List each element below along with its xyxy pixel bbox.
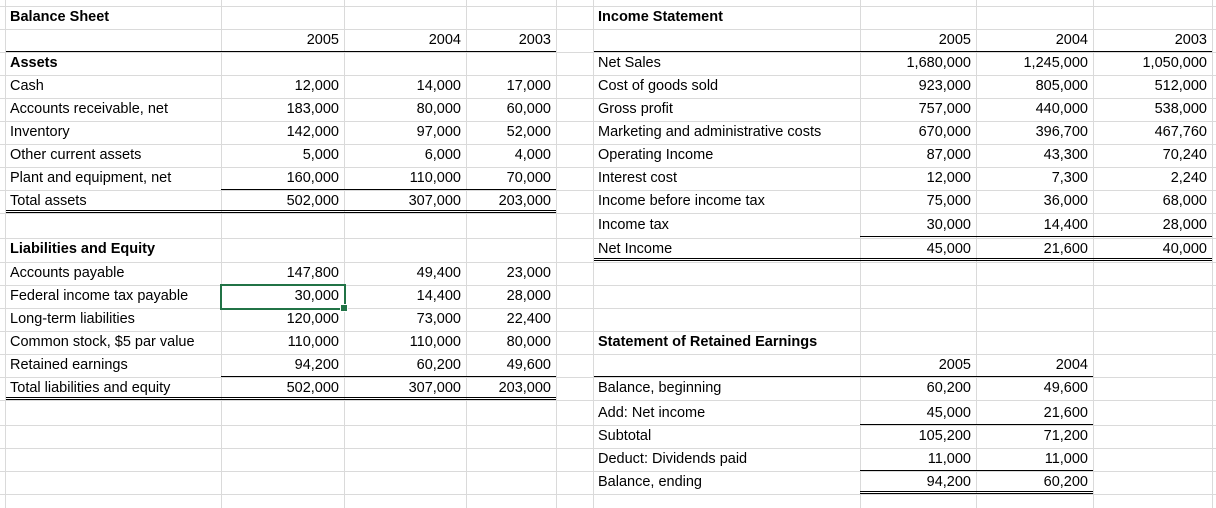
bs-total-label[interactable]: Total assets: [6, 190, 221, 213]
is-value[interactable]: 70,240: [1162, 147, 1207, 163]
bs-total-value[interactable]: 203,000: [466, 377, 556, 400]
is-row-label[interactable]: Interest cost: [598, 170, 677, 186]
bs-value[interactable]: 80,000: [506, 334, 551, 350]
re-row-label[interactable]: Subtotal: [598, 428, 652, 444]
bs-value[interactable]: 110,000: [409, 334, 461, 350]
bs-year-header[interactable]: 2004: [344, 29, 466, 52]
is-year-header[interactable]: 2005: [860, 29, 976, 52]
bs-value[interactable]: 160,000: [221, 167, 344, 190]
bs-total-value[interactable]: 307,000: [344, 377, 466, 400]
is-value[interactable]: 30,000: [860, 214, 976, 237]
is-row-label[interactable]: Marketing and administrative costs: [598, 124, 822, 140]
is-row-label[interactable]: Cost of goods sold: [598, 78, 719, 94]
bs-row-label[interactable]: Cash: [10, 78, 44, 94]
is-row-label[interactable]: Net Sales: [598, 55, 661, 71]
re-value[interactable]: 11,000: [860, 448, 976, 471]
bs-value[interactable]: 28,000: [506, 288, 551, 304]
re-value[interactable]: 45,000: [860, 402, 976, 425]
bs-header-underline: [6, 29, 221, 52]
bs-value[interactable]: 60,200: [344, 354, 466, 377]
bs-value[interactable]: 110,000: [344, 167, 466, 190]
is-value[interactable]: 87,000: [926, 147, 971, 163]
is-total-value[interactable]: 21,600: [976, 238, 1093, 261]
re-value[interactable]: 60,200: [926, 380, 971, 396]
bs-row-label[interactable]: Other current assets: [10, 147, 142, 163]
bs-row-label[interactable]: Federal income tax payable: [10, 288, 189, 304]
bs-value-selected[interactable]: 30,000: [294, 288, 339, 304]
bs-value[interactable]: 14,000: [416, 78, 461, 94]
bs-value[interactable]: 110,000: [287, 334, 339, 350]
is-value[interactable]: 1,680,000: [906, 55, 971, 71]
is-value[interactable]: 12,000: [926, 170, 971, 186]
re-year-header[interactable]: 2004: [976, 354, 1093, 377]
fill-handle[interactable]: [340, 304, 348, 312]
re-total-value[interactable]: 60,200: [976, 471, 1093, 494]
retained-earnings-title[interactable]: Statement of Retained Earnings: [598, 334, 818, 350]
is-year-header[interactable]: 2003: [1093, 29, 1212, 52]
bs-value[interactable]: 183,000: [286, 101, 339, 117]
is-value[interactable]: 75,000: [926, 193, 971, 209]
is-row-label[interactable]: Income tax: [598, 217, 669, 233]
bs-total-label[interactable]: Total liabilities and equity: [6, 377, 221, 400]
is-value[interactable]: 670,000: [918, 124, 971, 140]
bs-value[interactable]: 60,000: [506, 101, 551, 117]
bs-value[interactable]: 97,000: [416, 124, 461, 140]
is-value[interactable]: 538,000: [1154, 101, 1207, 117]
bs-value[interactable]: 52,000: [506, 124, 551, 140]
liabilities-heading[interactable]: Liabilities and Equity: [10, 241, 156, 257]
is-value[interactable]: 1,245,000: [1023, 55, 1088, 71]
is-value[interactable]: 757,000: [918, 101, 971, 117]
bs-total-value[interactable]: 502,000: [221, 377, 344, 400]
re-row-label[interactable]: Balance, ending: [598, 474, 702, 490]
is-header-underline: [594, 29, 860, 52]
bs-row-label[interactable]: Retained earnings: [10, 357, 128, 373]
is-value[interactable]: 43,300: [1043, 147, 1088, 163]
re-value[interactable]: 71,200: [1043, 428, 1088, 444]
is-value[interactable]: 396,700: [1035, 124, 1088, 140]
bs-value[interactable]: 94,200: [221, 354, 344, 377]
bs-value[interactable]: 49,600: [466, 354, 556, 377]
bs-row-label[interactable]: Inventory: [10, 124, 70, 140]
is-value[interactable]: 2,240: [1170, 170, 1207, 186]
is-value[interactable]: 7,300: [1051, 170, 1088, 186]
bs-value[interactable]: 73,000: [416, 311, 461, 327]
bs-value[interactable]: 6,000: [424, 147, 461, 163]
bs-value[interactable]: 49,400: [416, 265, 461, 281]
bs-value[interactable]: 22,400: [506, 311, 551, 327]
is-value[interactable]: 28,000: [1093, 214, 1212, 237]
re-value[interactable]: 105,200: [918, 428, 971, 444]
re-total-value[interactable]: 94,200: [860, 471, 976, 494]
bs-row-label[interactable]: Accounts payable: [10, 265, 125, 281]
re-header-underline: [594, 354, 860, 377]
re-value[interactable]: 11,000: [976, 448, 1093, 471]
bs-year-header[interactable]: 2005: [221, 29, 344, 52]
re-row-label[interactable]: Balance, beginning: [598, 380, 722, 396]
is-value[interactable]: 512,000: [1154, 78, 1207, 94]
bs-value[interactable]: 5,000: [302, 147, 339, 163]
bs-value[interactable]: 70,000: [466, 167, 556, 190]
bs-total-value[interactable]: 307,000: [344, 190, 466, 213]
re-year-header[interactable]: 2005: [860, 354, 976, 377]
bs-value[interactable]: 80,000: [416, 101, 461, 117]
is-total-value[interactable]: 40,000: [1093, 238, 1212, 261]
income-statement-title[interactable]: Income Statement: [598, 9, 723, 25]
bs-value[interactable]: 142,000: [286, 124, 339, 140]
re-row-label[interactable]: Deduct: Dividends paid: [598, 451, 748, 467]
is-row-label[interactable]: Operating Income: [598, 147, 714, 163]
bs-value[interactable]: 4,000: [514, 147, 551, 163]
is-row-label[interactable]: Income before income tax: [598, 193, 765, 209]
is-value[interactable]: 805,000: [1035, 78, 1088, 94]
bs-value[interactable]: 120,000: [286, 311, 339, 327]
assets-heading[interactable]: Assets: [10, 55, 58, 71]
bs-total-value[interactable]: 203,000: [466, 190, 556, 213]
bs-row-label[interactable]: Plant and equipment, net: [10, 170, 172, 186]
is-value[interactable]: 1,050,000: [1142, 55, 1207, 71]
bs-value[interactable]: 17,000: [506, 78, 551, 94]
bs-value[interactable]: 147,800: [286, 265, 339, 281]
is-year-header[interactable]: 2004: [976, 29, 1093, 52]
re-value[interactable]: 21,600: [976, 402, 1093, 425]
is-total-value[interactable]: 45,000: [860, 238, 976, 261]
is-value[interactable]: 36,000: [1043, 193, 1088, 209]
bs-total-value[interactable]: 502,000: [221, 190, 344, 213]
bs-value[interactable]: 12,000: [294, 78, 339, 94]
selected-cell-outline[interactable]: [220, 284, 346, 310]
is-value[interactable]: 923,000: [918, 78, 971, 94]
is-total-label[interactable]: Net Income: [594, 238, 860, 261]
bs-row-label[interactable]: Accounts receivable, net: [10, 101, 168, 117]
bs-year-header[interactable]: 2003: [466, 29, 556, 52]
re-value[interactable]: 49,600: [1043, 380, 1088, 396]
bs-value[interactable]: 14,400: [416, 288, 461, 304]
bs-row-label[interactable]: Common stock, $5 par value: [10, 334, 195, 350]
is-row-label[interactable]: Gross profit: [598, 101, 673, 117]
bs-value[interactable]: 23,000: [506, 265, 551, 281]
is-value[interactable]: 14,400: [976, 214, 1093, 237]
is-value[interactable]: 68,000: [1162, 193, 1207, 209]
is-value[interactable]: 440,000: [1035, 101, 1088, 117]
re-row-label[interactable]: Add: Net income: [598, 405, 706, 421]
is-value[interactable]: 467,760: [1154, 124, 1207, 140]
balance-sheet-title[interactable]: Balance Sheet: [10, 9, 110, 25]
bs-row-label[interactable]: Long-term liabilities: [10, 311, 135, 327]
